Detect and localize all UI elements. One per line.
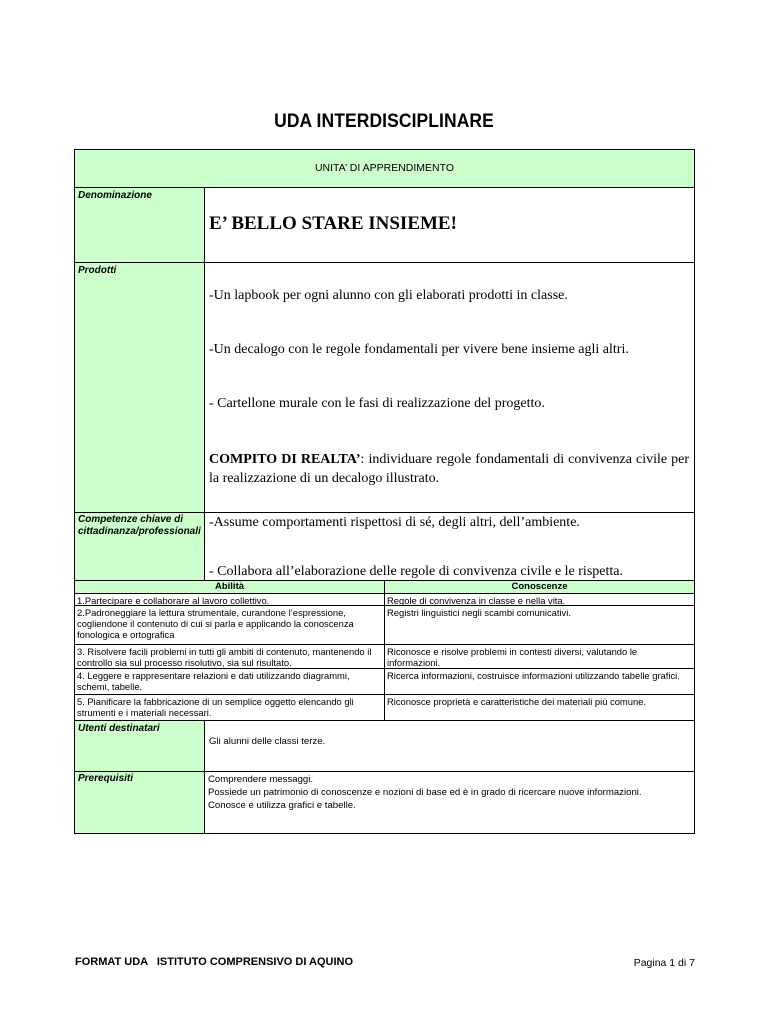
conoscenze-cell: Riconosce proprietà e caratteristiche dei materiali più comune. (387, 696, 646, 707)
compito-text: : individuare regole fondamentali di convivenza civile per la realizzazione di un decalogo illustrato. (209, 452, 690, 486)
utenti-value-cell (204, 720, 695, 772)
utenti-label: Utenti destinatari (78, 723, 160, 734)
prerequisito-line: Comprendere messaggi. (208, 774, 314, 785)
conoscenze-cell: Riconosce e risolve problemi in contesti diversi, valutando le informazioni. (387, 646, 638, 668)
compito-di-realta (209, 450, 689, 488)
document-title: UDA INTERDISCIPLINARE (274, 111, 494, 132)
table-row-conoscenze (384, 605, 695, 645)
utenti-value: Gli alunni delle classi terze. (209, 736, 326, 747)
table-row-abilita (74, 668, 385, 695)
table-row-conoscenze (384, 694, 695, 721)
conoscenze-cell: Ricerca informazioni, costruisce informazioni utilizzando tabelle grafici. (387, 670, 680, 681)
abilita-cell: 4. Leggere e rappresentare relazioni e dati utilizzando diagrammi, schemi, tabelle. (77, 670, 350, 692)
denominazione-value: E’ BELLO STARE INSIEME! (209, 213, 457, 234)
prodotto-item: - Cartellone murale con le fasi di realizzazione del progetto. (209, 396, 545, 411)
table-row-abilita (74, 694, 385, 721)
abilita-header-cell (74, 580, 385, 594)
conoscenze-cell: Registri linguistici negli scambi comunicativi. (387, 607, 571, 618)
denominazione-label: Denominazione (78, 190, 152, 201)
competenze-label-cell (74, 512, 205, 581)
prerequisiti-label-cell (74, 771, 205, 834)
denominazione-label-cell (74, 187, 205, 263)
competenza-item: - Collabora all’elaborazione delle regole di convivenza civile e le rispetta. (209, 564, 623, 579)
competenze-value-cell (204, 512, 695, 581)
prodotto-item: -Un decalogo con le regole fondamentali per vivere bene insieme agli altri. (209, 342, 629, 357)
conoscenze-header-cell (384, 580, 695, 594)
conoscenze-header: Conoscenze (511, 581, 568, 592)
table-row-conoscenze (384, 668, 695, 695)
compito-label: COMPITO DI REALTA’ (209, 452, 361, 467)
abilita-cell: 5. Pianificare la fabbricazione di un semplice oggetto elencando gli strumenti e i materiali necessari. (77, 696, 354, 718)
prodotti-label: Prodotti (78, 265, 117, 276)
table-row-abilita (74, 644, 385, 669)
prodotti-label-cell (74, 262, 205, 513)
abilita-cell: 3. Risolvere facili problemi in tutti gli ambiti di contenuto, mantenendo il controllo sia sul processo risolutivo, sia sul risultato. (77, 646, 372, 668)
footer-institution: FORMAT UDA ISTITUTO COMPRENSIVO DI AQUINO (75, 956, 354, 968)
page-number: Pagina 1 di 7 (633, 957, 695, 969)
abilita-cell: 1.Partecipare e collaborare al lavoro collettivo. (77, 595, 270, 606)
prerequisiti-label: Prerequisiti (78, 773, 134, 784)
prodotto-item: -Un lapbook per ogni alunno con gli elaborati prodotti in classe. (209, 288, 568, 303)
unit-header-cell (74, 149, 695, 188)
prerequisito-line: Conosce e utilizza grafici e tabelle. (208, 800, 356, 811)
competenze-label: Competenze chiave di cittadinanza/professionali (78, 514, 201, 537)
table-row-abilita (74, 605, 385, 645)
abilita-cell: 2.Padroneggiare la lettura strumentale, curandone l’espressione, cogliendone il contenuto di cui si parla e applicando la conoscenza fonologica e ortografica (77, 607, 354, 640)
prerequisiti-value-cell (204, 771, 695, 834)
prerequisito-line: Possiede un patrimonio di conoscenze e nozioni di base ed è in grado di ricercare nuove informazioni. (208, 787, 642, 798)
prodotti-value-cell (204, 262, 695, 513)
conoscenze-cell: Regole di convivenza in classe e nella vita. (387, 595, 566, 606)
competenza-item: -Assume comportamenti rispettosi di sé, degli altri, dell’ambiente. (209, 515, 580, 530)
utenti-label-cell (74, 720, 205, 772)
denominazione-value-cell (204, 187, 695, 263)
abilita-header: Abilità (214, 581, 245, 592)
table-row-conoscenze (384, 644, 695, 669)
unit-header-text: UNITA’ DI APPRENDIMENTO (314, 162, 455, 174)
